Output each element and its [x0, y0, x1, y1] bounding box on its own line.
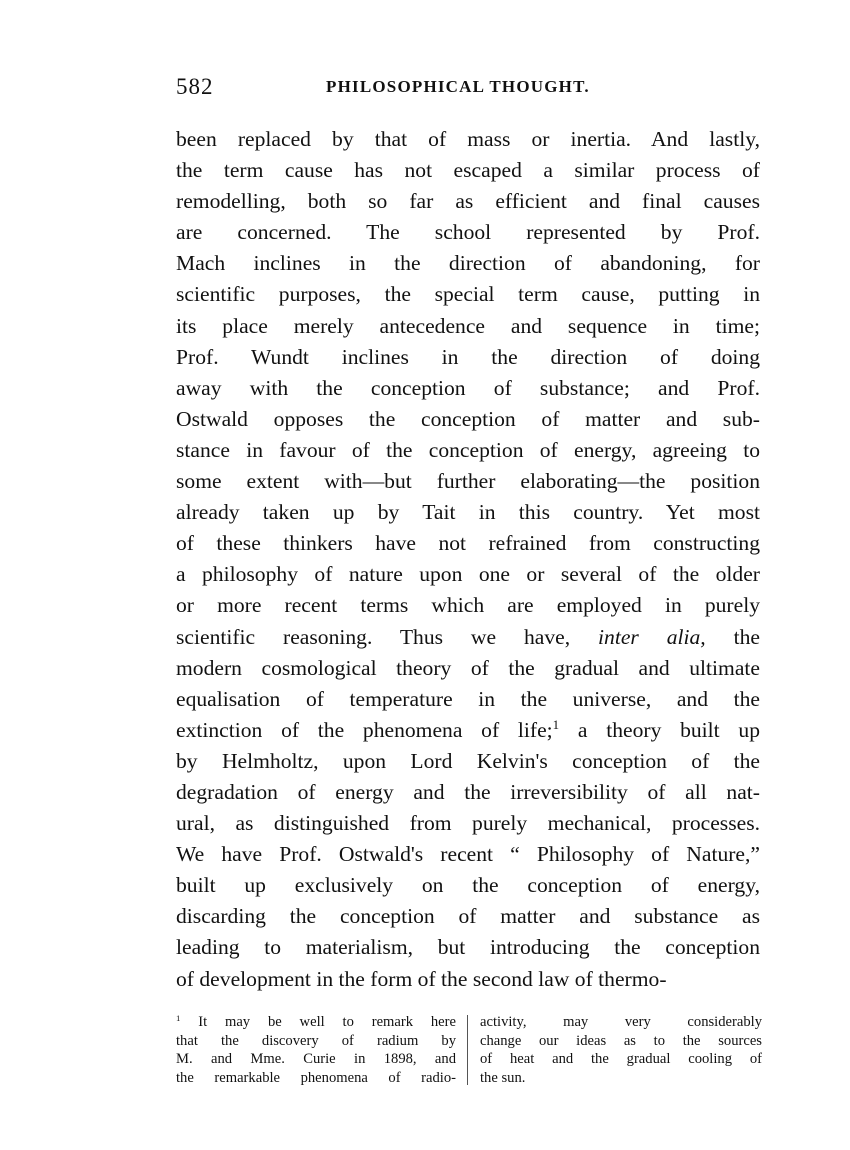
text-line: discarding the conception of matter and substance as [176, 904, 760, 929]
text-line: Mach inclines in the direction of abandoning, for [176, 251, 760, 276]
footnote-reference[interactable]: 1 [552, 717, 560, 733]
text-line: a philosophy of nature upon one or several of the older [176, 562, 760, 587]
text-line: built up exclusively on the conception of energy, [176, 873, 760, 898]
text-line: scientific purposes, the special term cause, putting in [176, 282, 760, 307]
text-line: of these thinkers have not refrained from constructing [176, 531, 760, 556]
footnote-column-left [176, 1013, 456, 1087]
text-line: We have Prof. Ostwald's recent “ Philosophy of Nature,” [176, 842, 760, 867]
footnote-line [176, 1013, 456, 1032]
text-line: its place merely antecedence and sequence in time; [176, 313, 760, 338]
footnote-column-right [480, 1013, 762, 1087]
running-head: PHILOSOPHICAL THOUGHT. [326, 77, 590, 96]
text-segment: a theory built up [559, 717, 761, 742]
page-number: 582 [176, 74, 214, 99]
text-line: been replaced by that of mass or inertia. And lastly, [176, 127, 760, 151]
footnote-line: change our ideas as to the sources [480, 1032, 762, 1049]
text-segment: extinction of the phenomena of life; [176, 717, 553, 742]
text-line: degradation of energy and the irreversibility of all nat- [176, 779, 760, 804]
footnote-column-divider [467, 1015, 468, 1085]
text-line: stance in favour of the conception of energy, agreeing to [176, 437, 760, 462]
text-line-with-footnote-ref [176, 715, 760, 746]
text-line: of development in the form of the second law of thermo- [176, 966, 667, 991]
footnote-line: of heat and the gradual cooling of [480, 1051, 762, 1067]
footnotes [176, 1013, 762, 1093]
footnote-line: that the discovery of radium by [176, 1032, 456, 1049]
italic-phrase: inter alia, [598, 624, 706, 649]
footnote-marker: 1 [176, 1012, 181, 1023]
text-line: Ostwald opposes the conception of matter and sub- [176, 406, 760, 431]
footnote-line: the sun. [480, 1069, 526, 1086]
text-line: modern cosmological theory of the gradual and ultimate [176, 655, 760, 680]
text-line: leading to materialism, but introducing the conception [176, 935, 760, 960]
text-line: equalisation of temperature in the universe, and the [176, 686, 760, 711]
text-segment: It may be well to remark here [180, 1014, 456, 1030]
text-line-with-italic [176, 622, 760, 653]
text-line: already taken up by Tait in this country. Yet most [176, 500, 760, 525]
text-line: the term cause has not escaped a similar process of [176, 158, 760, 183]
text-line: ural, as distinguished from purely mechanical, processes. [176, 811, 760, 836]
footnote-line: the remarkable phenomena of radio- [176, 1069, 456, 1086]
footnote-line: M. and Mme. Curie in 1898, and [176, 1051, 456, 1067]
text-line: remodelling, both so far as efficient and final causes [176, 189, 760, 214]
text-line: away with the conception of substance; and Prof. [176, 375, 760, 400]
page-header [176, 74, 762, 104]
text-line: some extent with—but further elaborating—the position [176, 469, 760, 494]
text-segment: the [733, 624, 760, 649]
text-segment: scientific reasoning. Thus we have, [176, 624, 571, 649]
body-text [176, 124, 760, 995]
text-line: by Helmholtz, upon Lord Kelvin's conception of the [176, 748, 760, 773]
text-line: are concerned. The school represented by Prof. [176, 220, 760, 245]
text-line: or more recent terms which are employed in purely [176, 593, 760, 618]
footnote-line: activity, may very considerably [480, 1014, 762, 1030]
text-line: Prof. Wundt inclines in the direction of doing [176, 344, 760, 369]
